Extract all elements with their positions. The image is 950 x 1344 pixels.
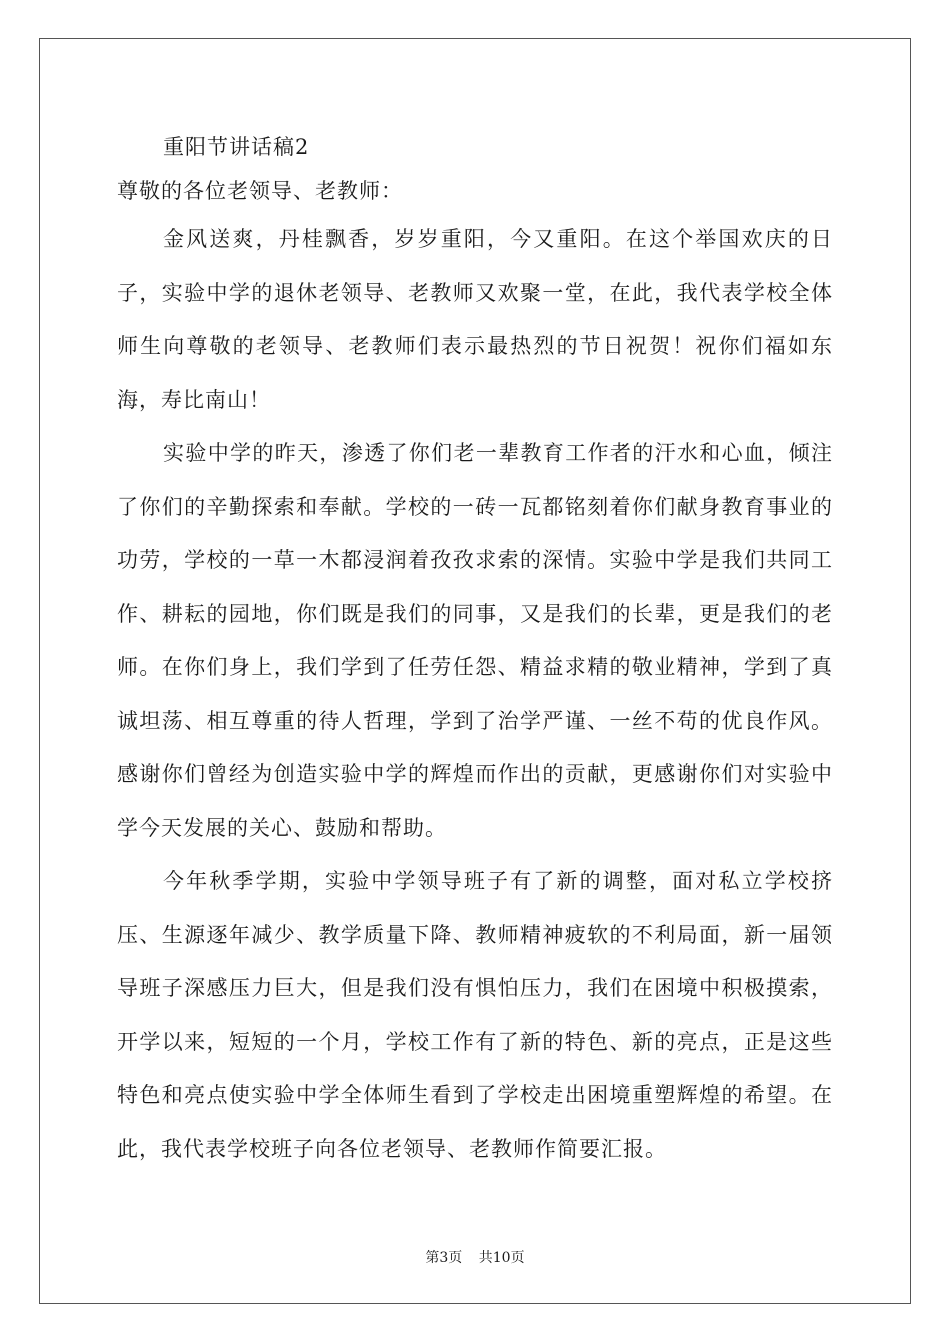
paragraph-1: 金风送爽，丹桂飘香，岁岁重阳，今又重阳。在这个举国欢庆的日子，实验中学的退休老领导、老教师又欢聚一堂，在此，我代表学校全体师生向尊敬的老领导、老教师们表示最热烈的节日祝贺！祝你们福如东海，寿比南山！ — [117, 227, 833, 412]
paragraph-3: 今年秋季学期，实验中学领导班子有了新的调整，面对私立学校挤压、生源逐年减少、教学质量下降、教师精神疲软的不利局面，新一届领导班子深感压力巨大，但是我们没有惧怕压力，我们在困境中积极摸索，开学以来，短短的一个月，学校工作有了新的特色、新的亮点，正是这些特色和亮点使实验中学全体师生看到了学校走出困境重塑辉煌的希望。在此，我代表学校班子向各位老领导、老教师作简要汇报。 — [117, 869, 833, 1161]
page-number-total: 共10页 — [478, 1250, 525, 1266]
document-body — [117, 125, 833, 1176]
page-footer — [0, 1247, 950, 1267]
paragraph-2: 实验中学的昨天，渗透了你们老一辈教育工作者的汗水和心血，倾注了你们的辛勤探索和奉献。学校的一砖一瓦都铭刻着你们献身教育事业的功劳，学校的一草一木都浸润着孜孜求索的深情。实验中学是我们共同工作、耕耘的园地，你们既是我们的同事，又是我们的长辈，更是我们的老师。在你们身上，我们学到了任劳任怨、精益求精的敬业精神，学到了真诚坦荡、相互尊重的待人哲理，学到了治学严谨、一丝不苟的优良作风。感谢你们曾经为创造实验中学的辉煌而作出的贡献，更感谢你们对实验中学今天发展的关心、鼓励和帮助。 — [117, 441, 833, 840]
document-title: 重阳节讲话稿2 — [163, 135, 310, 159]
page-number-current: 第3页 — [425, 1250, 463, 1266]
salutation: 尊敬的各位老领导、老教师： — [117, 179, 403, 203]
